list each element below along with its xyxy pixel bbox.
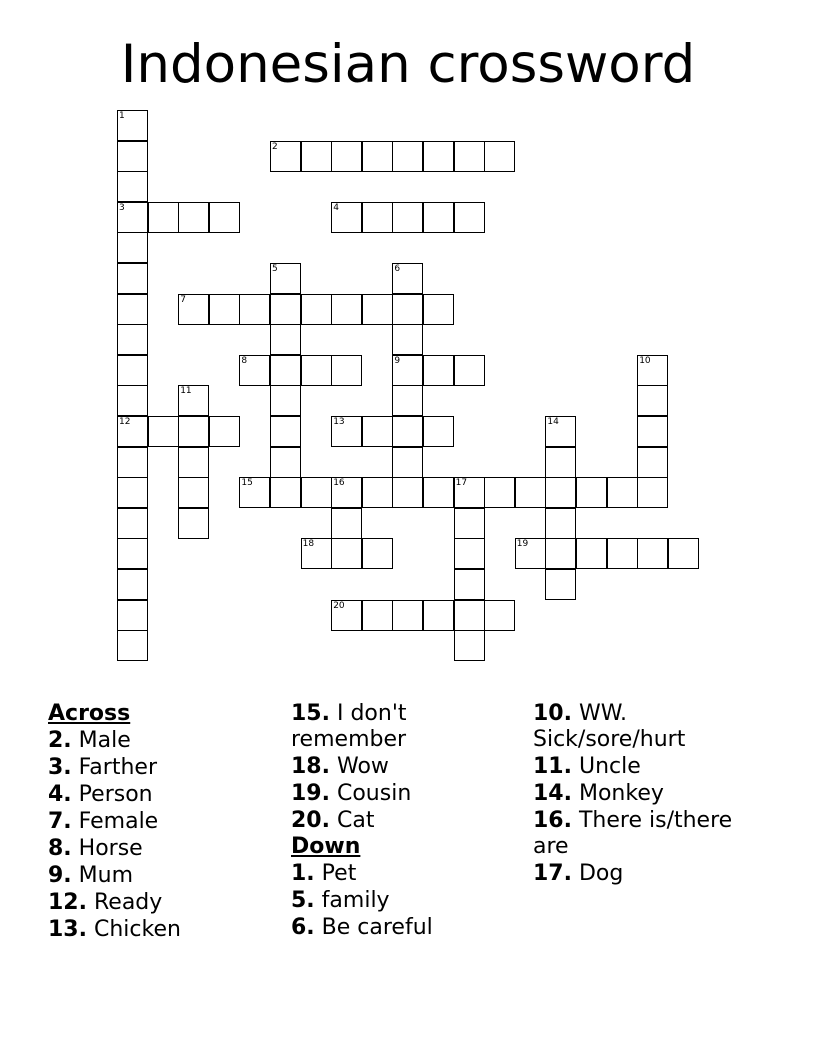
down-clue: 17. Dog <box>533 861 624 886</box>
crossword-cell[interactable] <box>454 508 485 539</box>
crossword-cell[interactable] <box>423 600 454 631</box>
crossword-cell[interactable] <box>423 141 454 172</box>
crossword-cell[interactable] <box>423 416 454 447</box>
clue-number: 5 <box>272 264 278 274</box>
crossword-cell[interactable] <box>117 600 148 631</box>
crossword-cell[interactable] <box>484 477 515 508</box>
crossword-cell[interactable] <box>331 600 362 631</box>
crossword-cell[interactable] <box>545 477 576 508</box>
crossword-cell[interactable] <box>117 477 148 508</box>
crossword-cell[interactable] <box>392 324 423 355</box>
crossword-cell[interactable] <box>301 355 332 386</box>
crossword-cell[interactable] <box>668 538 699 569</box>
crossword-cell[interactable] <box>117 385 148 416</box>
crossword-cell[interactable] <box>607 477 638 508</box>
crossword-cell[interactable] <box>454 477 485 508</box>
crossword-cell[interactable] <box>331 294 362 325</box>
clue-number: 11 <box>180 386 192 397</box>
crossword-cell[interactable] <box>117 232 148 263</box>
crossword-cell[interactable] <box>392 600 423 631</box>
crossword-cell[interactable] <box>270 324 301 355</box>
crossword-cell[interactable] <box>117 171 148 202</box>
crossword-cell[interactable] <box>392 477 423 508</box>
crossword-cell[interactable] <box>331 477 362 508</box>
crossword-cell[interactable] <box>239 355 270 386</box>
crossword-cell[interactable] <box>392 202 423 233</box>
crossword-cell[interactable] <box>607 538 638 569</box>
crossword-cell[interactable] <box>637 385 668 416</box>
clue-number: 15 <box>241 478 253 489</box>
crossword-cell[interactable] <box>301 538 332 569</box>
crossword-cell[interactable] <box>362 294 393 325</box>
crossword-cell[interactable] <box>270 385 301 416</box>
crossword-cell[interactable] <box>362 538 393 569</box>
across-clue: 2. Male <box>48 728 131 753</box>
down-clue: 14. Monkey <box>533 781 664 806</box>
crossword-cell[interactable] <box>331 355 362 386</box>
across-heading: Across <box>48 701 131 726</box>
crossword-cell[interactable] <box>178 447 209 478</box>
crossword-cell[interactable] <box>117 294 148 325</box>
crossword-cell[interactable] <box>423 355 454 386</box>
across-clue: 7. Female <box>48 809 159 834</box>
crossword-cell[interactable] <box>545 538 576 569</box>
crossword-cell[interactable] <box>454 141 485 172</box>
crossword-cell[interactable] <box>545 416 576 447</box>
crossword-cell[interactable] <box>270 294 301 325</box>
crossword-cell[interactable] <box>117 263 148 294</box>
crossword-cell[interactable] <box>637 416 668 447</box>
crossword-cell[interactable] <box>362 202 393 233</box>
crossword-cell[interactable] <box>423 294 454 325</box>
clue-number: 14 <box>547 417 559 427</box>
crossword-cell[interactable] <box>117 110 148 141</box>
crossword-cell[interactable] <box>178 294 209 325</box>
clue-number: 3 <box>119 202 125 213</box>
across-clue: 8. Horse <box>48 836 143 861</box>
crossword-cell[interactable] <box>454 202 485 233</box>
crossword-cell[interactable] <box>362 141 393 172</box>
across-clue: 15. I don't remember <box>291 701 407 752</box>
crossword-cell[interactable] <box>117 569 148 600</box>
clue-number: 10 <box>639 355 651 366</box>
crossword-cell[interactable] <box>148 202 179 233</box>
clue-number: 4 <box>333 202 339 213</box>
crossword-cell[interactable] <box>178 508 209 539</box>
crossword-cell[interactable] <box>392 355 423 386</box>
crossword-cell[interactable] <box>331 416 362 447</box>
crossword-cell[interactable] <box>301 141 332 172</box>
crossword-cell[interactable] <box>178 385 209 416</box>
crossword-cell[interactable] <box>331 202 362 233</box>
clue-column-1 <box>48 701 278 943</box>
down-heading: Down <box>291 834 361 859</box>
across-clue: 4. Person <box>48 782 153 807</box>
crossword-cell[interactable] <box>637 477 668 508</box>
clue-number: 16 <box>333 478 345 489</box>
crossword-cell[interactable] <box>117 324 148 355</box>
across-clue: 13. Chicken <box>48 917 181 942</box>
crossword-cell[interactable] <box>331 538 362 569</box>
crossword-cell[interactable] <box>392 263 423 294</box>
crossword-cell[interactable] <box>270 355 301 386</box>
crossword-cell[interactable] <box>239 294 270 325</box>
crossword-cell[interactable] <box>117 416 148 447</box>
crossword-cell[interactable] <box>178 477 209 508</box>
crossword-cell[interactable] <box>362 416 393 447</box>
crossword-cell[interactable] <box>637 355 668 386</box>
crossword-cell[interactable] <box>454 630 485 661</box>
clue-number: 7 <box>180 294 186 305</box>
crossword-cell[interactable] <box>148 416 179 447</box>
crossword-cell[interactable] <box>270 477 301 508</box>
crossword-cell[interactable] <box>301 477 332 508</box>
crossword-cell[interactable] <box>454 569 485 600</box>
crossword-cell[interactable] <box>117 538 148 569</box>
crossword-cell[interactable] <box>331 508 362 539</box>
crossword-cell[interactable] <box>637 538 668 569</box>
crossword-cell[interactable] <box>178 202 209 233</box>
crossword-cell[interactable] <box>117 141 148 172</box>
crossword-cell[interactable] <box>637 447 668 478</box>
clue-number: 18 <box>302 539 315 550</box>
crossword-cell[interactable] <box>301 294 332 325</box>
crossword-cell[interactable] <box>576 538 607 569</box>
down-clue: 11. Uncle <box>533 754 641 779</box>
page-title: Indonesian crossword <box>120 34 696 95</box>
clue-number: 17 <box>455 478 468 489</box>
clue-column-3 <box>533 701 733 887</box>
across-clue: 9. Mum <box>48 863 134 888</box>
crossword-cell[interactable] <box>362 477 393 508</box>
crossword-cell[interactable] <box>423 202 454 233</box>
crossword-cell[interactable] <box>331 141 362 172</box>
crossword-cell[interactable] <box>392 385 423 416</box>
clue-number: 13 <box>333 417 345 427</box>
crossword-cell[interactable] <box>484 600 515 631</box>
crossword-cell[interactable] <box>117 355 148 386</box>
crossword-cell[interactable] <box>454 600 485 631</box>
crossword-cell[interactable] <box>454 538 485 569</box>
crossword-cell[interactable] <box>392 141 423 172</box>
crossword-cell[interactable] <box>178 416 209 447</box>
down-clue: 5. family <box>291 888 390 913</box>
crossword-cell[interactable] <box>454 355 485 386</box>
crossword-cell[interactable] <box>515 538 546 569</box>
clue-number: 12 <box>119 417 131 427</box>
crossword-cell[interactable] <box>392 294 423 325</box>
across-clue: 18. Wow <box>291 754 389 779</box>
down-clue: 1. Pet <box>291 861 357 886</box>
crossword-cell[interactable] <box>239 477 270 508</box>
crossword-cell[interactable] <box>209 294 240 325</box>
crossword-cell[interactable] <box>117 508 148 539</box>
crossword-cell[interactable] <box>270 447 301 478</box>
across-clue: 20. Cat <box>291 808 375 833</box>
crossword-cell[interactable] <box>362 600 393 631</box>
clue-number: 2 <box>272 141 278 152</box>
clue-column-2 <box>291 701 491 941</box>
down-clue: 6. Be careful <box>291 915 433 940</box>
crossword-cell[interactable] <box>270 141 301 172</box>
clue-number: 8 <box>241 355 248 366</box>
across-clue: 19. Cousin <box>291 781 412 806</box>
crossword-cell[interactable] <box>545 569 576 600</box>
crossword-cell[interactable] <box>209 202 240 233</box>
crossword-cell[interactable] <box>117 447 148 478</box>
clue-number: 1 <box>119 111 125 121</box>
crossword-cell[interactable] <box>545 447 576 478</box>
crossword-cell[interactable] <box>392 447 423 478</box>
crossword-cell[interactable] <box>117 630 148 661</box>
crossword-cell[interactable] <box>209 416 240 447</box>
clue-number: 19 <box>516 539 529 550</box>
crossword-cell[interactable] <box>576 477 607 508</box>
across-clue: 12. Ready <box>48 890 163 915</box>
crossword-cell[interactable] <box>117 202 148 233</box>
crossword-cell[interactable] <box>270 263 301 294</box>
down-clue: 10. WW. Sick/sore/hurt <box>533 701 686 752</box>
crossword-cell[interactable] <box>484 141 515 172</box>
clue-number: 20 <box>333 600 345 611</box>
crossword-cell[interactable] <box>392 416 423 447</box>
crossword-cell[interactable] <box>270 416 301 447</box>
clue-number: 6 <box>394 264 401 274</box>
down-clue: 16. There is/there are <box>533 808 733 859</box>
clue-number: 9 <box>394 355 401 366</box>
crossword-cell[interactable] <box>423 477 454 508</box>
crossword-cell[interactable] <box>545 508 576 539</box>
crossword-cell[interactable] <box>515 477 546 508</box>
across-clue: 3. Farther <box>48 755 157 780</box>
